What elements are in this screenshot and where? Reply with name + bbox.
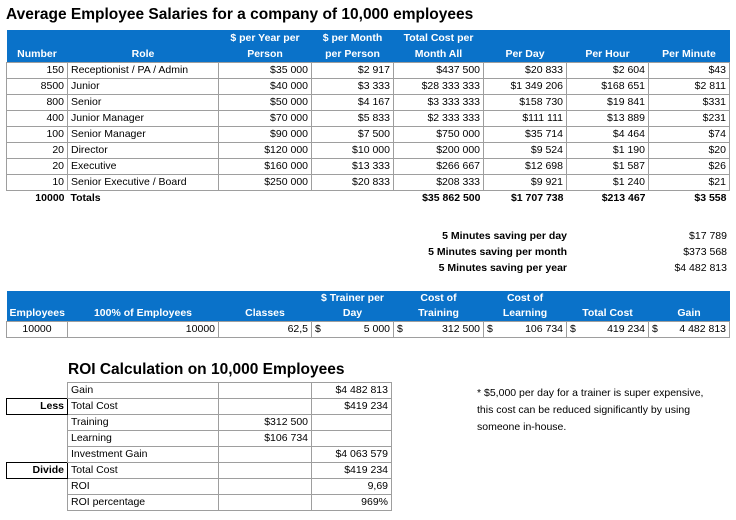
roi-sub-value: $106 734 [219, 431, 312, 447]
totals-month-all: $35 862 500 [422, 192, 481, 204]
roi-label: Training [68, 415, 219, 431]
roi-value: $4 482 813 [312, 383, 392, 399]
row-number: 10 [7, 175, 68, 191]
row-per-hour: $13 889 [567, 111, 649, 127]
row-year: $35 000 [219, 63, 312, 79]
classes-value: 62,5 [219, 322, 312, 338]
row-role: Senior Manager [68, 127, 219, 143]
row-per-hour: $19 841 [567, 95, 649, 111]
totals-number: 10000 [35, 192, 65, 204]
header-cell: Per Minute [649, 46, 730, 63]
row-number: 150 [7, 63, 68, 79]
row-year: $160 000 [219, 159, 312, 175]
roi-sub-value [219, 383, 312, 399]
row-per-day: $111 111 [484, 111, 567, 127]
roi-row [7, 383, 392, 399]
roi-sub-value [219, 399, 312, 415]
roi-operation [7, 415, 68, 431]
totals-per-minute: $3 558 [694, 192, 727, 204]
salary-header-bottom [7, 46, 730, 63]
row-role: Senior Executive / Board [68, 175, 219, 191]
row-role: Junior Manager [68, 111, 219, 127]
roi-row [7, 399, 392, 415]
saving-label: 5 Minutes saving per year [438, 262, 567, 274]
roi-operation [7, 479, 68, 495]
row-number: 20 [7, 143, 68, 159]
row-per-day: $1 349 206 [484, 79, 567, 95]
total-cost-value: 419 234 [579, 322, 649, 338]
roi-row [7, 415, 392, 431]
row-role: Junior [68, 79, 219, 95]
row-month-all: $750 000 [394, 127, 484, 143]
row-per-minute: $21 [649, 175, 730, 191]
roi-sub-value [219, 479, 312, 495]
roi-label: ROI percentage [68, 495, 219, 511]
roi-value [312, 431, 392, 447]
header-cell: Role [68, 46, 219, 63]
header-cell [68, 30, 219, 46]
page-title: Average Employee Salaries for a company of 10,000 employees [6, 6, 474, 23]
row-month-all: $266 667 [394, 159, 484, 175]
roi-value: $419 234 [312, 463, 392, 479]
currency-symbol: $ [484, 322, 496, 338]
roi-value [312, 415, 392, 431]
totals-empty [312, 191, 394, 207]
totals-label: Totals [70, 192, 101, 204]
row-year: $250 000 [219, 175, 312, 191]
totals-per-hour: $213 467 [601, 192, 646, 204]
currency-symbol: $ [567, 322, 579, 338]
gain-value: 4 482 813 [661, 322, 730, 338]
row-year: $50 000 [219, 95, 312, 111]
row-per-hour: $1 190 [567, 143, 649, 159]
row-per-hour: $4 464 [567, 127, 649, 143]
row-per-minute: $26 [649, 159, 730, 175]
row-per-day: $9 524 [484, 143, 567, 159]
employees-value: 10000 [7, 322, 68, 338]
note-line: * $5,000 per day for a trainer is super expensive, [477, 387, 704, 399]
header-cell: 100% of Employees [68, 306, 219, 322]
note-line: someone in-house. [477, 421, 567, 433]
header-cell: $ per Year per [219, 30, 312, 46]
roi-row [7, 431, 392, 447]
saving-value: $17 789 [689, 230, 727, 242]
roi-sub-value [219, 463, 312, 479]
currency-symbol: $ [394, 322, 406, 338]
roi-value: $4 063 579 [312, 447, 392, 463]
saving-label: 5 Minutes saving per day [442, 230, 567, 242]
row-year: $90 000 [219, 127, 312, 143]
roi-title: ROI Calculation on 10,000 Employees [68, 361, 345, 378]
row-number: 800 [7, 95, 68, 111]
row-role: Senior [68, 95, 219, 111]
roi-sub-value [219, 495, 312, 511]
header-cell: Per Day [484, 46, 567, 63]
roi-label: Gain [68, 383, 219, 399]
currency-symbol: $ [649, 322, 661, 338]
header-cell: Total Cost [567, 306, 649, 322]
row-month: $3 333 [312, 79, 394, 95]
header-cell: Cost of [394, 291, 484, 306]
row-per-hour: $1 587 [567, 159, 649, 175]
trainer-note [477, 385, 727, 436]
header-cell [7, 30, 68, 46]
row-month: $7 500 [312, 127, 394, 143]
row-per-hour: $168 651 [567, 79, 649, 95]
totals-per-day: $1 707 738 [510, 192, 564, 204]
header-cell [7, 291, 68, 306]
header-cell: Total Cost per [394, 30, 484, 46]
roi-value: 969% [312, 495, 392, 511]
row-month: $2 917 [312, 63, 394, 79]
training-header-top [7, 291, 730, 306]
row-month-all: $437 500 [394, 63, 484, 79]
header-cell: per Person [312, 46, 394, 63]
row-year: $120 000 [219, 143, 312, 159]
row-per-minute: $2 811 [649, 79, 730, 95]
header-cell: $ per Month [312, 30, 394, 46]
roi-label: ROI [68, 479, 219, 495]
saving-label: 5 Minutes saving per month [428, 246, 567, 258]
row-month: $13 333 [312, 159, 394, 175]
row-number: 100 [7, 127, 68, 143]
learning-cost-value: 106 734 [496, 322, 567, 338]
saving-value: $4 482 813 [674, 262, 727, 274]
salary-body [7, 63, 730, 191]
row-per-day: $20 833 [484, 63, 567, 79]
header-cell: Training [394, 306, 484, 322]
note-line: this cost can be reduced significantly by using [477, 404, 691, 416]
roi-label: Total Cost [68, 463, 219, 479]
row-number: 20 [7, 159, 68, 175]
row-per-day: $35 714 [484, 127, 567, 143]
header-cell: Gain [649, 306, 730, 322]
header-cell: Number [7, 46, 68, 63]
table-row [7, 95, 730, 111]
header-cell: Classes [219, 306, 312, 322]
table-row [7, 159, 730, 175]
row-per-minute: $20 [649, 143, 730, 159]
pct-employees-value: 10000 [68, 322, 219, 338]
row-month-all: $28 333 333 [394, 79, 484, 95]
row-role: Receptionist / PA / Admin [68, 63, 219, 79]
salary-totals-row [7, 191, 730, 207]
header-cell: Per Hour [567, 46, 649, 63]
roi-label: Investment Gain [68, 447, 219, 463]
saving-row [380, 260, 730, 276]
row-month: $5 833 [312, 111, 394, 127]
training-cost-value: 312 500 [406, 322, 484, 338]
row-number: 400 [7, 111, 68, 127]
training-header-bottom [7, 306, 730, 322]
row-per-hour: $2 604 [567, 63, 649, 79]
training-row [7, 322, 730, 338]
savings-table [380, 228, 730, 276]
row-per-minute: $43 [649, 63, 730, 79]
header-cell [68, 291, 219, 306]
roi-body [7, 383, 392, 511]
roi-sub-value [219, 447, 312, 463]
row-month-all: $3 333 333 [394, 95, 484, 111]
row-month-all: $200 000 [394, 143, 484, 159]
roi-row [7, 495, 392, 511]
row-month: $10 000 [312, 143, 394, 159]
roi-label: Learning [68, 431, 219, 447]
header-cell: Employees [7, 306, 68, 322]
trainer-value: 5 000 [324, 322, 394, 338]
row-month-all: $2 333 333 [394, 111, 484, 127]
row-month: $4 167 [312, 95, 394, 111]
row-year: $70 000 [219, 111, 312, 127]
row-role: Director [68, 143, 219, 159]
roi-sub-value: $312 500 [219, 415, 312, 431]
saving-value: $373 568 [683, 246, 727, 258]
roi-table [6, 382, 392, 511]
table-row [7, 111, 730, 127]
saving-row [380, 228, 730, 244]
header-cell [567, 30, 649, 46]
roi-value: 9,69 [312, 479, 392, 495]
header-cell [484, 30, 567, 46]
header-cell [649, 30, 730, 46]
roi-row [7, 479, 392, 495]
header-cell: Month All [394, 46, 484, 63]
row-per-day: $158 730 [484, 95, 567, 111]
row-per-hour: $1 240 [567, 175, 649, 191]
row-per-minute: $74 [649, 127, 730, 143]
roi-value: $419 234 [312, 399, 392, 415]
row-per-day: $9 921 [484, 175, 567, 191]
header-cell [219, 291, 312, 306]
row-per-minute: $231 [649, 111, 730, 127]
roi-operation [7, 383, 68, 399]
row-per-minute: $331 [649, 95, 730, 111]
row-month-all: $208 333 [394, 175, 484, 191]
roi-operation [7, 495, 68, 511]
row-per-day: $12 698 [484, 159, 567, 175]
row-year: $40 000 [219, 79, 312, 95]
roi-operation: Less [7, 399, 68, 415]
row-role: Executive [68, 159, 219, 175]
header-cell [567, 291, 649, 306]
training-table [6, 291, 730, 338]
totals-empty [219, 191, 312, 207]
table-row [7, 175, 730, 191]
row-month: $20 833 [312, 175, 394, 191]
header-cell: Learning [484, 306, 567, 322]
salary-table [6, 30, 730, 206]
table-row [7, 143, 730, 159]
saving-row [380, 244, 730, 260]
row-number: 8500 [7, 79, 68, 95]
header-cell: Cost of [484, 291, 567, 306]
roi-operation: Divide [7, 463, 68, 479]
table-row [7, 79, 730, 95]
table-row [7, 127, 730, 143]
roi-operation [7, 431, 68, 447]
table-row [7, 63, 730, 79]
roi-label: Total Cost [68, 399, 219, 415]
header-cell: Day [312, 306, 394, 322]
salary-header-top [7, 30, 730, 46]
header-cell [649, 291, 730, 306]
roi-operation [7, 447, 68, 463]
roi-row [7, 463, 392, 479]
header-cell: Person [219, 46, 312, 63]
currency-symbol: $ [312, 322, 324, 338]
header-cell: $ Trainer per [312, 291, 394, 306]
roi-row [7, 447, 392, 463]
